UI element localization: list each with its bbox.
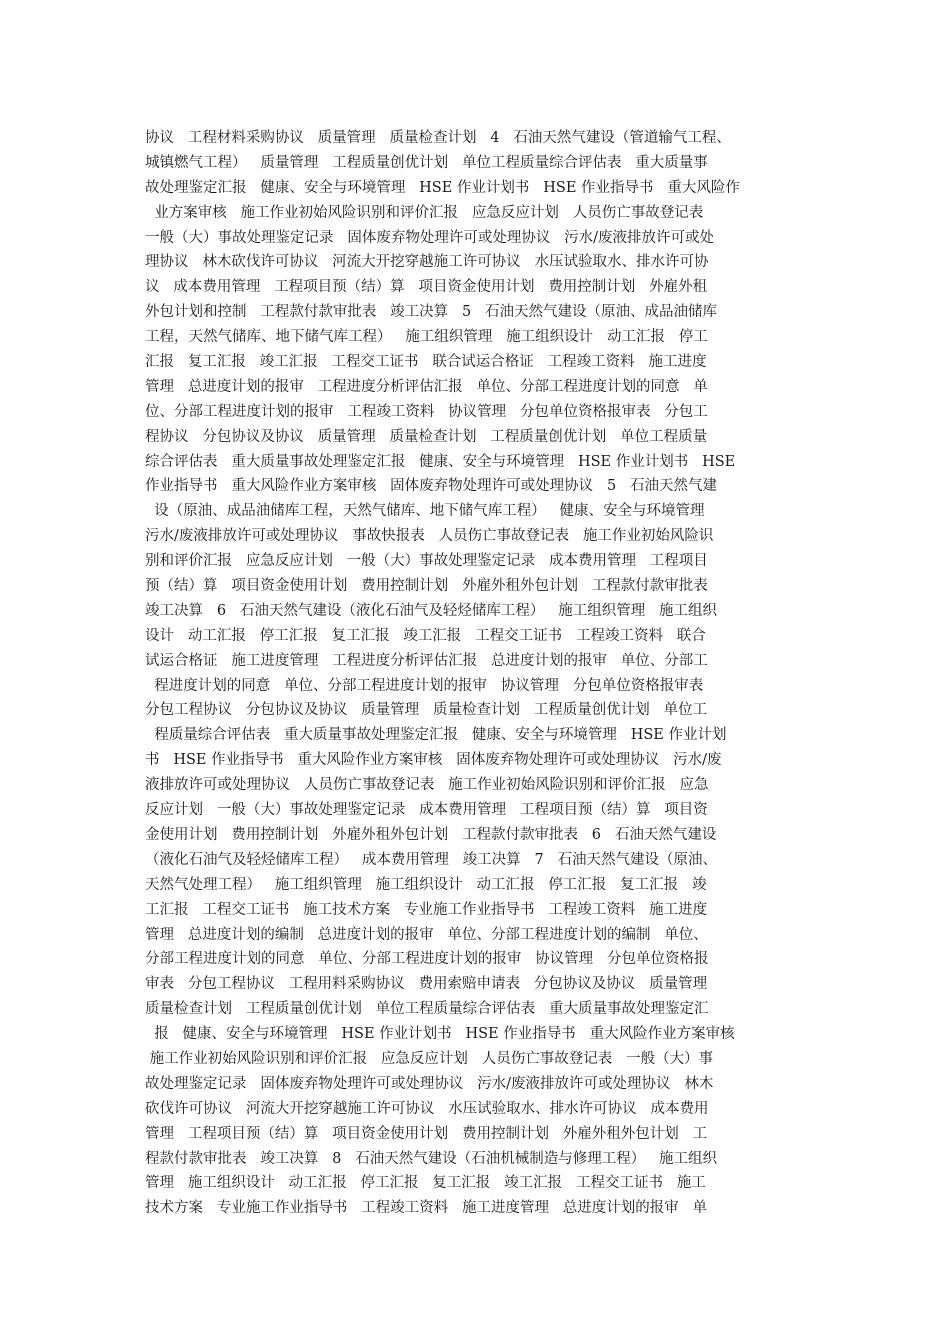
text-line: 作业指导书 重大风险作业方案审核 固体废弃物处理许可或处理协议 5 石油天然气建 [145, 478, 718, 495]
text-line: 工汇报 工程交工证书 施工技术方案 专业施工作业指导书 工程竣工资料 施工进度 [145, 901, 708, 918]
text-line: 理协议 林木砍伐许可协议 河流大开挖穿越施工许可协议 水压试验取水、排水许可协 [145, 254, 709, 271]
text-line: 综合评估表 重大质量事故处理鉴定汇报 健康、安全与环境管理 HSE 作业计划书 HSE [145, 453, 736, 470]
text-line: 程进度计划的同意 单位、分部工程进度计划的报审 协议管理 分包单位资格报审表 [145, 677, 704, 694]
text-line: 分部工程进度计划的同意 单位、分部工程进度计划的报审 协议管理 分包单位资格报 [145, 951, 709, 968]
text-line: 设（原油、成品油储库工程，天然气储库、地下储气库工程） 健康、安全与环境管理 [145, 503, 705, 520]
text-line: 管理 总进度计划的编制 总进度计划的报审 单位、分部工程进度计划的编制 单位、 [145, 926, 708, 943]
text-line: 砍伐许可协议 河流大开挖穿越施工许可协议 水压试验取水、排水许可协议 成本费用 [145, 1100, 709, 1117]
text-line: 议 成本费用管理 工程项目预（结）算 项目资金使用计划 费用控制计划 外雇外租 [145, 279, 708, 296]
text-line: 管理 总进度计划的报审 工程进度分析评估汇报 单位、分部工程进度计划的同意 单 [145, 378, 708, 395]
text-line: 外包计划和控制 工程款付款审批表 竣工决算 5 石油天然气建设（原油、成品油储库 [145, 304, 718, 321]
text-line: 施工作业初始风险识别和评价汇报 应急反应计划 人员伤亡事故登记表 一般（大）事 [145, 1050, 714, 1067]
text-line: 管理 施工组织设计 动工汇报 停工汇报 复工汇报 竣工汇报 工程交工证书 施工 [145, 1175, 706, 1192]
text-line: 工程，天然气储库、地下储气库工程） 施工组织管理 施工组织设计 动工汇报 停工 [145, 329, 708, 346]
text-line: 报 健康、安全与环境管理 HSE 作业计划书 HSE 作业指导书 重大风险作业方案审核 [145, 1026, 735, 1043]
text-line: 污水/废液排放许可或处理协议 事故快报表 人员伤亡事故登记表 施工作业初始风险识 [145, 528, 714, 545]
text-line: 管理 工程项目预（结）算 项目资金使用计划 费用控制计划 外雇外租外包计划 工 [145, 1125, 708, 1142]
text-line: 协议 工程材料采购协议 质量管理 质量检查计划 4 石油天然气建设（管道输气工程、 [145, 130, 731, 146]
text-line: 质量检查计划 工程质量创优计划 单位工程质量综合评估表 重大质量事故处理鉴定汇 [145, 1001, 709, 1018]
text-line: 位、分部工程进度计划的报审 工程竣工资料 协议管理 分包单位资格报审表 分包工 [145, 403, 708, 420]
text-line: 技术方案 专业施工作业指导书 工程竣工资料 施工进度管理 总进度计划的报审 单 [145, 1200, 708, 1217]
text-line: 程协议 分包协议及协议 质量管理 质量检查计划 工程质量创优计划 单位工程质量 [145, 428, 708, 445]
text-line: 天然气处理工程） 施工组织管理 施工组织设计 动工汇报 停工汇报 复工汇报 竣 [145, 876, 707, 893]
text-line: 液排放许可或处理协议 人员伤亡事故登记表 施工作业初始风险识别和评价汇报 应急 [145, 777, 709, 794]
body-text [145, 126, 815, 1221]
text-line: 业方案审核 施工作业初始风险识别和评价汇报 应急反应计划 人员伤亡事故登记表 [145, 204, 704, 221]
text-line: 设计 动工汇报 停工汇报 复工汇报 竣工汇报 工程交工证书 工程竣工资料 联合 [145, 627, 706, 644]
text-line: 程质量综合评估表 重大质量事故处理鉴定汇报 健康、安全与环境管理 HSE 作业计划 [145, 727, 727, 744]
text-line: （液化石油气及轻烃储库工程） 成本费用管理 竣工决算 7 石油天然气建设（原油、 [145, 851, 718, 868]
text-line: 分包工程协议 分包协议及协议 质量管理 质量检查计划 工程质量创优计划 单位工 [145, 702, 708, 719]
text-line: 金使用计划 费用控制计划 外雇外租外包计划 工程款付款审批表 6 石油天然气建设 [145, 826, 717, 843]
text-line: 反应计划 一般（大）事故处理鉴定记录 成本费用管理 工程项目预（结）算 项目资 [145, 802, 708, 819]
text-line: 一般（大）事故处理鉴定记录 固体废弃物处理许可或处理协议 污水/废液排放许可或处 [145, 229, 715, 246]
text-line: 竣工决算 6 石油天然气建设（液化石油气及轻烃储库工程） 施工组织管理 施工组织 [145, 602, 718, 619]
text-line: 书 HSE 作业指导书 重大风险作业方案审核 固体废弃物处理许可或处理协议 污水/废 [145, 752, 722, 769]
text-line: 预（结）算 项目资金使用计划 费用控制计划 外雇外租外包计划 工程款付款审批表 [145, 578, 708, 595]
text-line: 汇报 复工汇报 竣工汇报 工程交工证书 联合试运合格证 工程竣工资料 施工进度 [145, 354, 707, 371]
text-line: 别和评价汇报 应急反应计划 一般（大）事故处理鉴定记录 成本费用管理 工程项目 [145, 553, 708, 570]
text-line: 程款付款审批表 竣工决算 8 石油天然气建设（石油机械制造与修理工程） 施工组织 [145, 1150, 718, 1167]
text-line: 审表 分包工程协议 工程用料采购协议 费用索赔申请表 分包协议及协议 质量管理 [145, 976, 708, 993]
text-line: 城镇燃气工程） 质量管理 工程质量创优计划 单位工程质量综合评估表 重大质量事 [145, 154, 708, 171]
text-line: 故处理鉴定记录 固体废弃物处理许可或处理协议 污水/废液排放许可或处理协议 林木 [145, 1075, 714, 1092]
text-line: 试运合格证 施工进度管理 工程进度分析评估汇报 总进度计划的报审 单位、分部工 [145, 652, 708, 669]
text-line: 故处理鉴定汇报 健康、安全与环境管理 HSE 作业计划书 HSE 作业指导书 重大风险作 [145, 179, 740, 196]
